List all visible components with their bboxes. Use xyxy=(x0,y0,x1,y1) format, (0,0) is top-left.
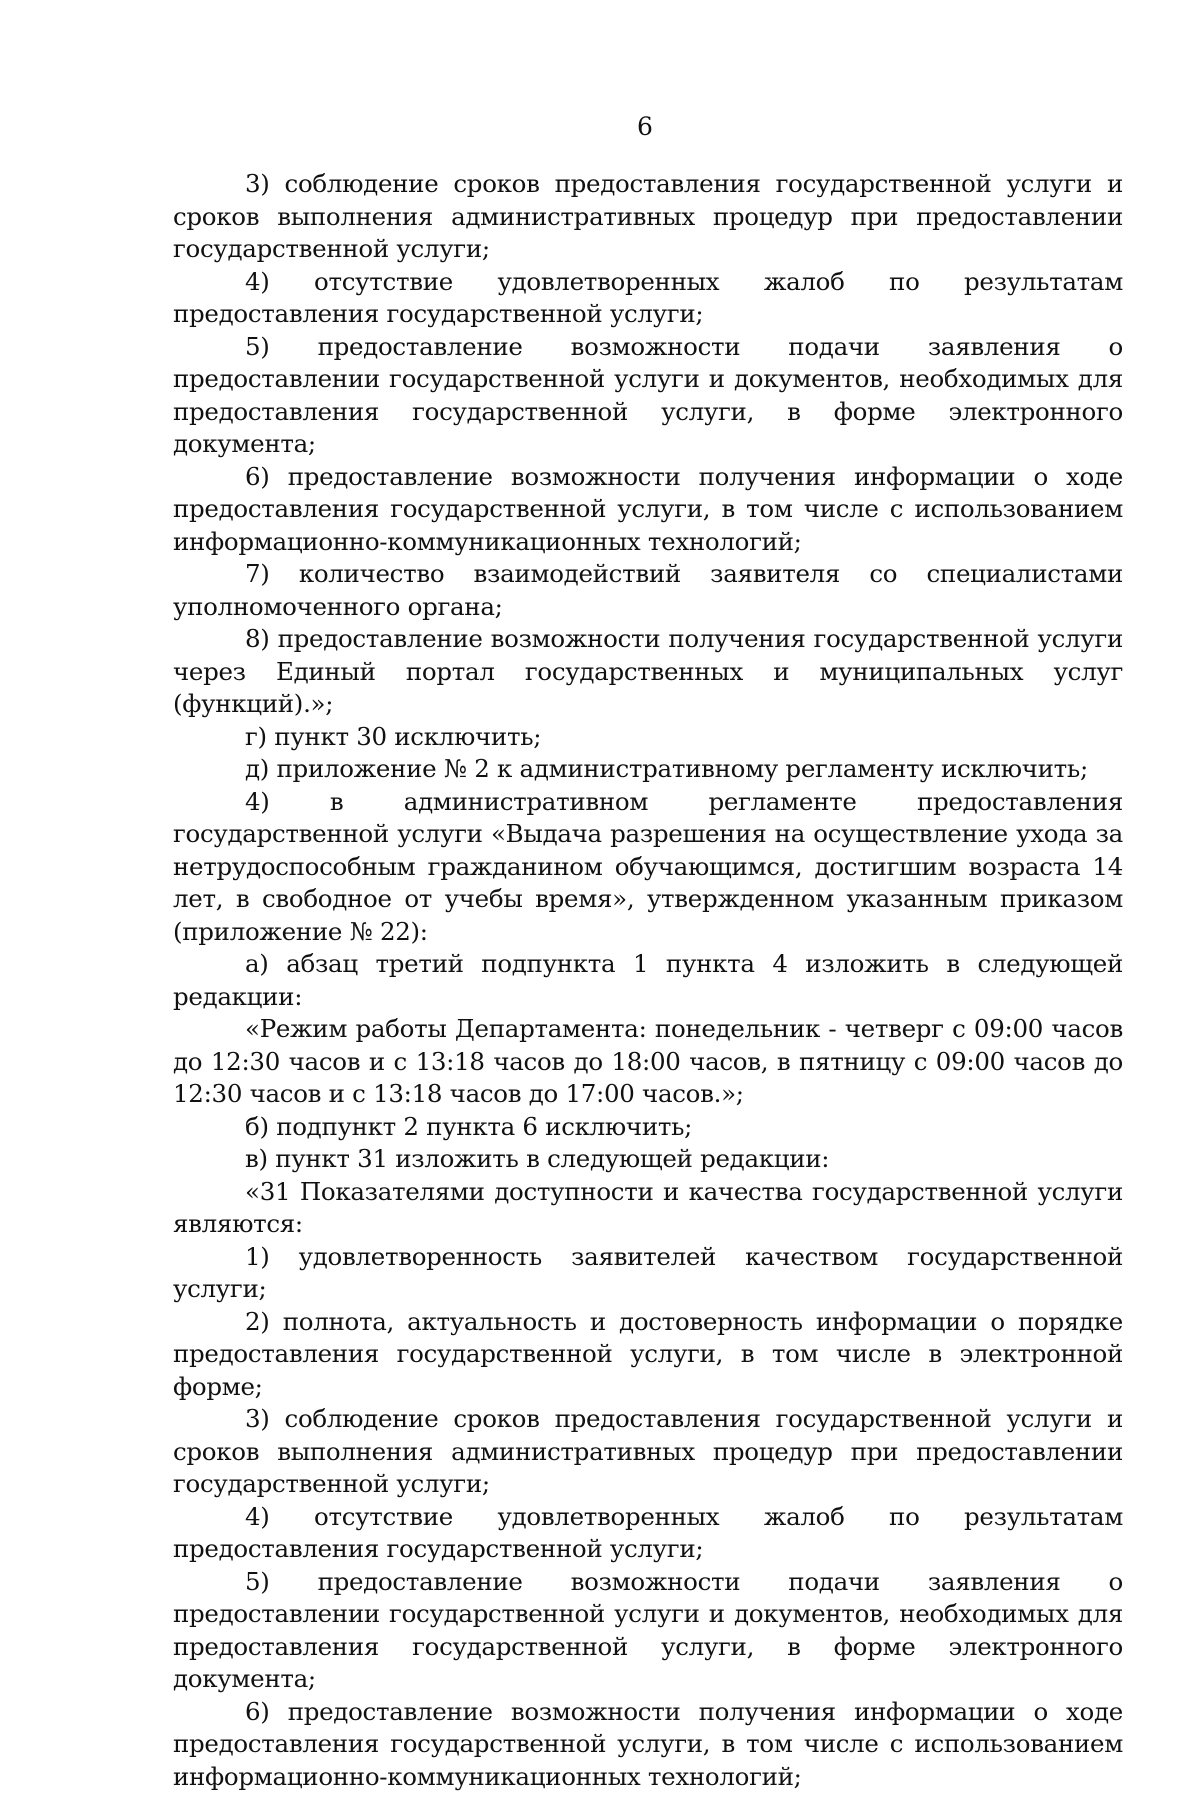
paragraph-criterion-5: 5) предоставление возможности подачи заявления о предоставлении государственной услуги и документов, необходимых для предоставления государственной услуги, в форме электронного документа; xyxy=(173,1566,1123,1696)
paragraph-criterion-4: 4) отсутствие удовлетворенных жалоб по результатам предоставления государственной услуги; xyxy=(173,1501,1123,1566)
page-number: 6 xyxy=(0,112,1200,142)
paragraph-subitem-g: г) пункт 30 исключить; xyxy=(173,721,1123,754)
paragraph-point-31-header: «31 Показателями доступности и качества государственной услуги являются: xyxy=(173,1176,1123,1241)
paragraph-item-4-complaints: 4) отсутствие удовлетворенных жалоб по результатам предоставления государственной услуги; xyxy=(173,266,1123,331)
paragraph-item-6-progress-info: 6) предоставление возможности получения информации о ходе предоставления государственной услуги, в том числе с использованием информационно-коммуникационных технологий; xyxy=(173,461,1123,559)
paragraph-subitem-a: а) абзац третий подпункта 1 пункта 4 изложить в следующей редакции: xyxy=(173,948,1123,1013)
paragraph-item-8-unified-portal: 8) предоставление возможности получения государственной услуги через Единый портал государственных и муниципальных услуг (функций).»; xyxy=(173,623,1123,721)
paragraph-subitem-b: б) подпункт 2 пункта 6 исключить; xyxy=(173,1111,1123,1144)
document-body xyxy=(173,168,1123,1793)
paragraph-working-hours: «Режим работы Департамента: понедельник - четверг с 09:00 часов до 12:30 часов и с 13:18 часов до 18:00 часов, в пятницу с 09:00 часов до 12:30 часов и с 13:18 часов до 17:00 часов.»; xyxy=(173,1013,1123,1111)
paragraph-criterion-3: 3) соблюдение сроков предоставления государственной услуги и сроков выполнения административных процедур при предоставлении государственной услуги; xyxy=(173,1403,1123,1501)
paragraph-subitem-d: д) приложение № 2 к административному регламенту исключить; xyxy=(173,753,1123,786)
paragraph-criterion-6: 6) предоставление возможности получения информации о ходе предоставления государственной услуги, в том числе с использованием информационно-коммуникационных технологий; xyxy=(173,1696,1123,1793)
paragraph-item-3-deadlines: 3) соблюдение сроков предоставления государственной услуги и сроков выполнения административных процедур при предоставлении государственной услуги; xyxy=(173,168,1123,266)
paragraph-criterion-1: 1) удовлетворенность заявителей качеством государственной услуги; xyxy=(173,1241,1123,1306)
paragraph-section-4-regulation: 4) в административном регламенте предоставления государственной услуги «Выдача разрешения на осуществление ухода за нетрудоспособным гражданином обучающимся, достигшим возраста 14 лет, в свободное от учебы время», утвержденном указанным приказом (приложение № 22): xyxy=(173,786,1123,949)
paragraph-item-5-electronic-submission: 5) предоставление возможности подачи заявления о предоставлении государственной услуги и документов, необходимых для предоставления государственной услуги, в форме электронного документа; xyxy=(173,331,1123,461)
paragraph-criterion-2: 2) полнота, актуальность и достоверность информации о порядке предоставления государственной услуги, в том числе в электронной форме; xyxy=(173,1306,1123,1404)
paragraph-item-7-interactions: 7) количество взаимодействий заявителя со специалистами уполномоченного органа; xyxy=(173,558,1123,623)
paragraph-subitem-v: в) пункт 31 изложить в следующей редакции: xyxy=(173,1143,1123,1176)
